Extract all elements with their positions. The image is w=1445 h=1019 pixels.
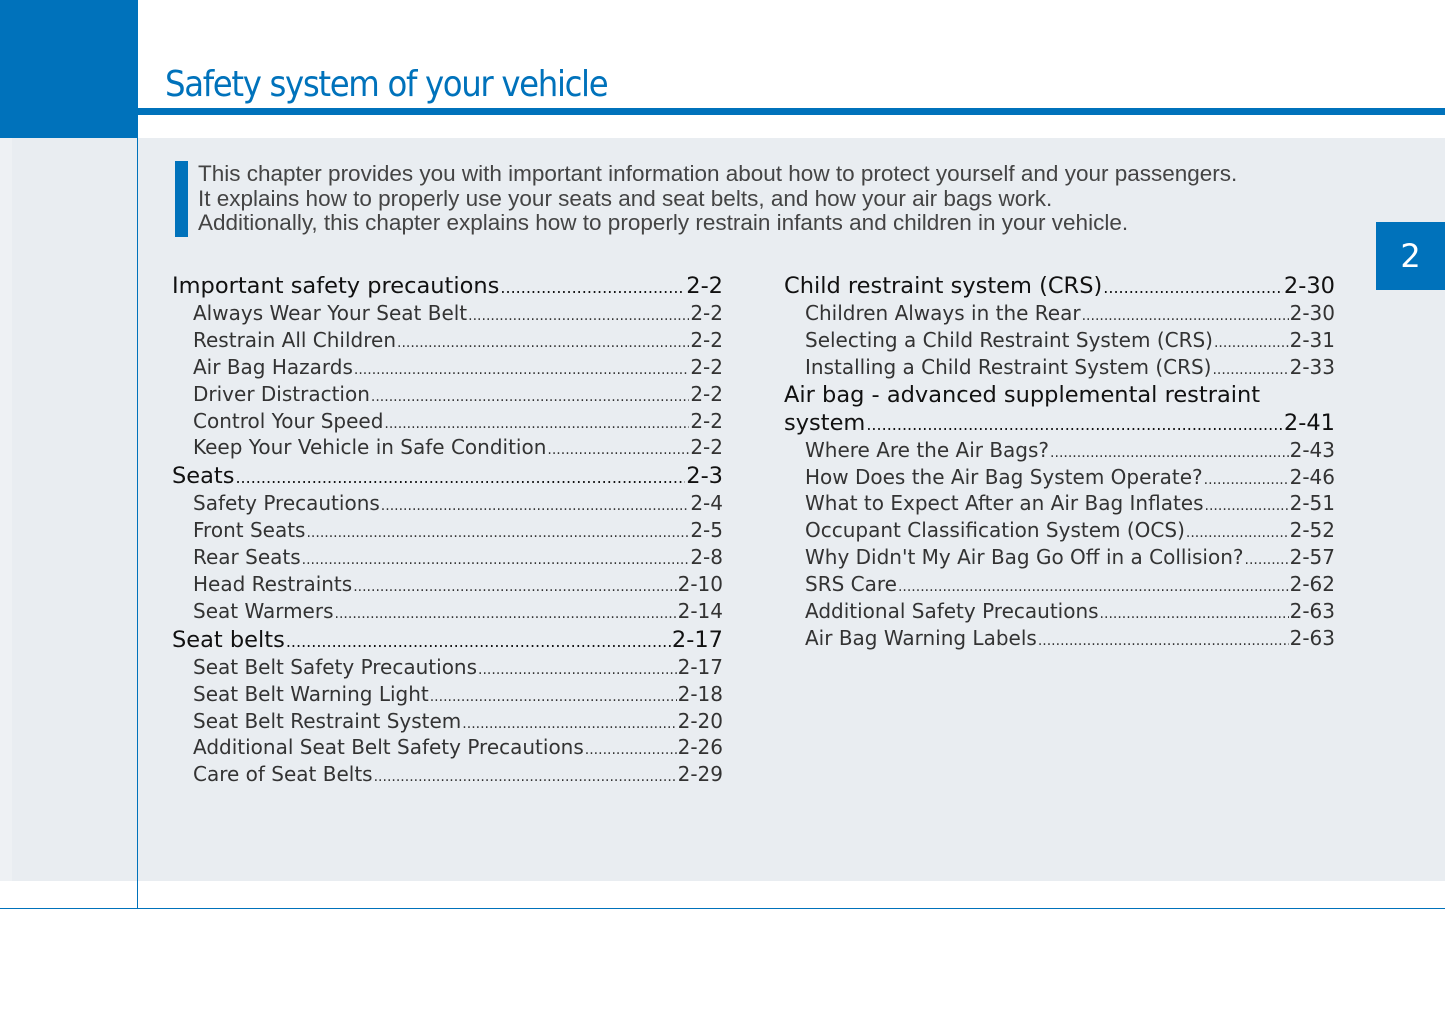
intro-accent-bar bbox=[175, 161, 188, 237]
dot-leader bbox=[381, 498, 690, 514]
dot-leader bbox=[1100, 606, 1289, 622]
intro-line: Additionally, this chapter explains how to properly restrain infants and children in your vehicle. bbox=[198, 210, 1129, 235]
toc-title: Restrain All Children bbox=[193, 327, 396, 352]
dot-leader bbox=[302, 552, 690, 568]
toc-entry[interactable] bbox=[784, 438, 1335, 465]
toc-page-number: 2-33 bbox=[1289, 354, 1335, 379]
toc-entry[interactable] bbox=[784, 491, 1335, 518]
toc-page-number: 2-30 bbox=[1283, 273, 1335, 299]
dot-leader bbox=[1082, 308, 1289, 324]
toc-title: Head Restraints bbox=[193, 572, 353, 597]
dot-leader bbox=[1186, 525, 1289, 541]
toc-page-number: 2-5 bbox=[690, 518, 723, 543]
toc-title: Selecting a Child Restraint System (CRS) bbox=[805, 327, 1213, 352]
toc-title: Child restraint system (CRS) bbox=[784, 273, 1103, 299]
toc-entry[interactable] bbox=[172, 572, 723, 599]
toc-entry[interactable] bbox=[172, 301, 723, 328]
dot-leader bbox=[1204, 472, 1289, 488]
toc-title: Air Bag Warning Labels bbox=[805, 625, 1037, 650]
dot-leader bbox=[500, 278, 685, 297]
toc-title: Important safety precautions bbox=[172, 273, 500, 299]
toc-entry[interactable] bbox=[784, 301, 1335, 328]
toc-page-number: 2-46 bbox=[1289, 464, 1335, 489]
toc-entry[interactable] bbox=[784, 626, 1335, 653]
dot-leader bbox=[1103, 278, 1283, 297]
toc-entry[interactable] bbox=[172, 491, 723, 518]
dot-leader bbox=[1212, 362, 1288, 378]
toc-page-number: 2-2 bbox=[690, 408, 723, 433]
toc-page-number: 2-29 bbox=[677, 762, 723, 787]
toc-left-column bbox=[172, 272, 723, 789]
dot-leader bbox=[374, 769, 677, 785]
toc-page-number: 2-4 bbox=[690, 491, 723, 516]
toc-entry[interactable] bbox=[172, 435, 723, 462]
toc-page-number: 2-10 bbox=[677, 572, 723, 597]
toc-page-number: 2-2 bbox=[690, 354, 723, 379]
dot-leader bbox=[353, 579, 676, 595]
toc-page-number: 2-51 bbox=[1289, 491, 1335, 516]
toc-title: Safety Precautions bbox=[193, 491, 380, 516]
toc-page-number: 2-62 bbox=[1289, 572, 1335, 597]
dot-leader bbox=[335, 606, 677, 622]
toc-page-number: 2-63 bbox=[1289, 599, 1335, 624]
toc-title: Always Wear Your Seat Belt bbox=[193, 301, 468, 325]
toc-title: Seats bbox=[172, 463, 235, 490]
dot-leader bbox=[1245, 552, 1289, 568]
toc-title: Installing a Child Restraint System (CRS) bbox=[805, 354, 1212, 379]
toc-title: Where Are the Air Bags? bbox=[805, 437, 1050, 462]
dot-leader bbox=[306, 525, 689, 541]
dot-leader bbox=[1050, 445, 1289, 461]
toc-entry[interactable] bbox=[172, 382, 723, 409]
toc-entry[interactable] bbox=[784, 355, 1335, 382]
toc-entry[interactable] bbox=[172, 328, 723, 355]
dot-leader bbox=[1214, 335, 1289, 351]
toc-title: Additional Seat Belt Safety Precautions bbox=[193, 735, 584, 760]
toc-page-number: 2-18 bbox=[677, 681, 723, 706]
toc-entry[interactable] bbox=[784, 545, 1335, 572]
toc-right-column bbox=[784, 272, 1335, 653]
toc-page-number: 2-17 bbox=[671, 626, 723, 653]
dot-leader bbox=[462, 716, 676, 732]
dot-leader bbox=[898, 579, 1289, 595]
toc-title: system bbox=[784, 409, 866, 436]
toc-entry[interactable] bbox=[172, 545, 723, 572]
toc-page-number: 2-31 bbox=[1289, 327, 1335, 352]
dot-leader bbox=[585, 742, 677, 758]
dot-leader bbox=[235, 468, 685, 487]
toc-page-number: 2-30 bbox=[1289, 301, 1335, 325]
toc-section[interactable] bbox=[784, 272, 1335, 301]
toc-entry[interactable] bbox=[172, 682, 723, 709]
toc-title: Keep Your Vehicle in Safe Condition bbox=[193, 435, 547, 460]
intro-line: It explains how to properly use your seats and seat belts, and how your air bags work. bbox=[198, 185, 1053, 211]
toc-page-number: 2-3 bbox=[686, 463, 723, 490]
toc-entry[interactable] bbox=[172, 655, 723, 682]
toc-title: Control Your Speed bbox=[193, 408, 384, 433]
toc-entry[interactable] bbox=[784, 518, 1335, 545]
toc-title: Driver Distraction bbox=[193, 381, 370, 406]
toc-section[interactable] bbox=[172, 626, 723, 655]
divider-vertical bbox=[137, 138, 138, 909]
toc-title: Care of Seat Belts bbox=[193, 762, 373, 787]
toc-section[interactable] bbox=[784, 409, 1335, 438]
toc-page-number: 2-41 bbox=[1283, 409, 1335, 436]
toc-title: Occupant Classification System (OCS) bbox=[805, 518, 1185, 543]
dot-leader bbox=[468, 308, 689, 324]
toc-entry[interactable] bbox=[172, 762, 723, 789]
toc-title: Front Seats bbox=[193, 518, 306, 543]
toc-entry[interactable] bbox=[784, 328, 1335, 355]
dot-leader bbox=[371, 389, 689, 405]
toc-entry[interactable] bbox=[784, 572, 1335, 599]
toc-entry[interactable] bbox=[172, 355, 723, 382]
intro-text bbox=[198, 162, 1237, 236]
toc-title: How Does the Air Bag System Operate? bbox=[805, 464, 1203, 489]
toc-entry[interactable] bbox=[784, 599, 1335, 626]
toc-page-number: 2-2 bbox=[690, 301, 723, 325]
toc-page-number: 2-2 bbox=[690, 435, 723, 460]
dot-leader bbox=[286, 632, 671, 651]
title-underline bbox=[138, 108, 1445, 115]
dot-leader bbox=[547, 442, 689, 458]
dot-leader bbox=[430, 689, 677, 705]
toc-page-number: 2-20 bbox=[677, 708, 723, 733]
dot-leader bbox=[397, 335, 689, 351]
dot-leader bbox=[478, 662, 677, 678]
page-title: Safety system of your vehicle bbox=[165, 64, 608, 105]
toc-title: Additional Safety Precautions bbox=[805, 599, 1099, 624]
toc-title: What to Expect After an Air Bag Inflates bbox=[805, 491, 1204, 516]
toc-page-number: 2-52 bbox=[1289, 518, 1335, 543]
toc-title: Seat Belt Warning Light bbox=[193, 681, 429, 706]
toc-page-number: 2-2 bbox=[690, 381, 723, 406]
dot-leader bbox=[1038, 633, 1289, 649]
toc-page-number: 2-2 bbox=[690, 327, 723, 352]
toc-page-number: 2-17 bbox=[677, 654, 723, 679]
toc-title: Why Didn't My Air Bag Go Off in a Collision? bbox=[805, 545, 1244, 570]
intro-line: This chapter provides you with important information about how to protect yourself and your passengers. bbox=[198, 161, 1238, 186]
toc-entry[interactable] bbox=[172, 599, 723, 626]
toc-entry[interactable] bbox=[172, 409, 723, 436]
toc-title: Air Bag Hazards bbox=[193, 354, 353, 379]
toc-entry[interactable] bbox=[172, 518, 723, 545]
toc-page-number: 2-43 bbox=[1289, 437, 1335, 462]
toc-title: Children Always in the Rear bbox=[805, 301, 1081, 325]
toc-section[interactable] bbox=[784, 382, 1335, 409]
toc-page-number: 2-26 bbox=[677, 735, 723, 760]
toc-entry[interactable] bbox=[172, 709, 723, 736]
toc-entry[interactable] bbox=[172, 735, 723, 762]
toc-title: Air bag - advanced supplemental restraint bbox=[784, 381, 1261, 408]
toc-title: Seat Belt Safety Precautions bbox=[193, 654, 478, 679]
corner-block bbox=[0, 0, 138, 138]
chapter-tab[interactable]: 2 bbox=[1376, 222, 1445, 290]
dot-leader bbox=[866, 415, 1283, 434]
dot-leader bbox=[384, 416, 689, 432]
toc-page-number: 2-57 bbox=[1289, 545, 1335, 570]
toc-title: Seat belts bbox=[172, 626, 285, 653]
toc-entry[interactable] bbox=[784, 465, 1335, 492]
toc-title: Rear Seats bbox=[193, 545, 301, 570]
toc-page-number: 2-14 bbox=[677, 598, 723, 623]
dot-leader bbox=[1205, 498, 1289, 514]
toc-title: Seat Belt Restraint System bbox=[193, 708, 462, 733]
toc-section[interactable] bbox=[172, 462, 723, 491]
divider-horizontal bbox=[0, 908, 1445, 909]
toc-title: SRS Care bbox=[805, 572, 897, 597]
left-margin bbox=[0, 138, 137, 881]
toc-section[interactable] bbox=[172, 272, 723, 301]
toc-page-number: 2-8 bbox=[690, 545, 723, 570]
toc-page-number: 2-63 bbox=[1289, 625, 1335, 650]
toc-page-number: 2-2 bbox=[686, 273, 723, 299]
dot-leader bbox=[354, 362, 689, 378]
toc-title: Seat Warmers bbox=[193, 598, 334, 623]
